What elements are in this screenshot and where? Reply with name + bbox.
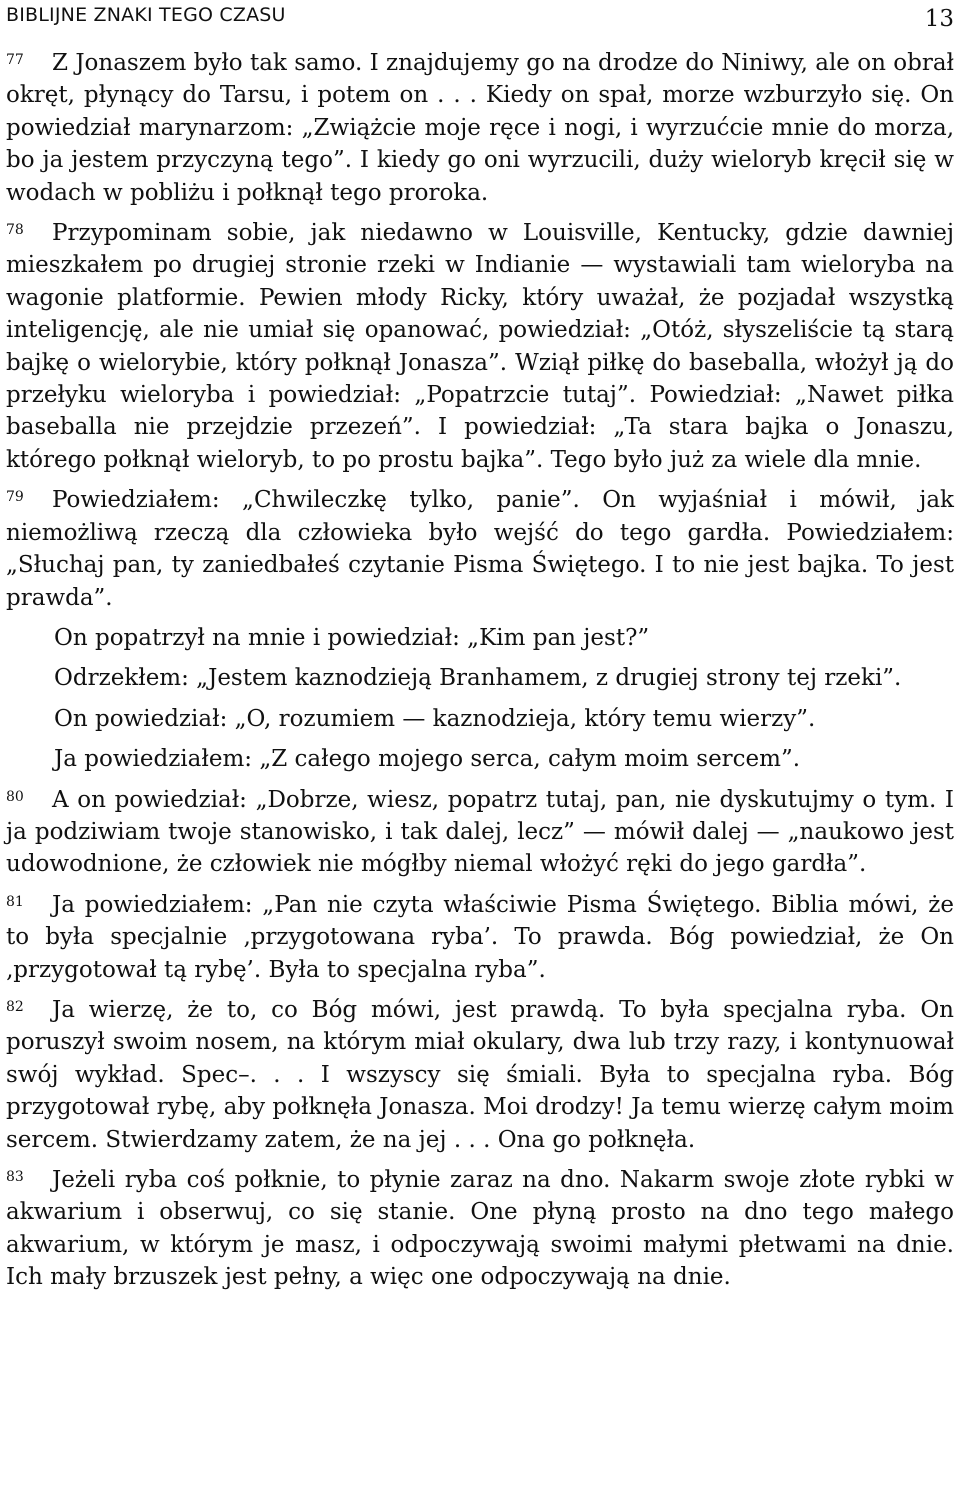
paragraph-81: 81 Ja powiedziałem: „Pan nie czyta właściwie Pisma Świętego. Biblia mówi, że to była specjalnie ‚przygotowana ryba’. To prawda. Bóg powiedział, że On ‚przygotował tą rybę’. Była to specjalna ryba”. xyxy=(6,891,954,983)
document-page xyxy=(6,0,954,1302)
paragraph-text: Jeżeli ryba coś połknie, to płynie zaraz na dno. Nakarm swoje złote rybki w akwarium i obserwuj, co się stanie. One płyną prosto na dno tego małego akwarium, w którym je masz, i odpoczywają swoimi małymi płetwami na dnie. Ich mały brzuszek jest pełny, a więc one odpoczywają na dnie. xyxy=(6,1167,954,1291)
paragraph-dialogue-2 xyxy=(6,662,954,694)
paragraph-79: 79 Powiedziałem: „Chwileczkę tylko, panie”. On wyjaśniał i mówił, jak niemożliwą rzeczą dla człowieka było wejść do tego gardła. Powiedziałem: „Słuchaj pan, ty zaniedbałeś czytanie Pisma Świętego. I to nie jest bajka. To jest prawda”. xyxy=(6,487,954,611)
paragraph-text: Ja wierzę, że to, co Bóg mówi, jest prawdą. To była specjalna ryba. On poruszył swoim nosem, na którym miał okulary, dwa lub trzy razy, i kontynuował swój wykład. Spec–. . . I wszyscy się śmiali. Była to specjalna ryba. Bóg przygotował rybę, aby połknęła Jonasza. Moi drodzy! Ja temu wierzę całym moim sercem. Stwierdzamy zatem, że na jej . . . Ona go połknęła. xyxy=(6,996,954,1153)
paragraph-dialogue-3 xyxy=(6,703,954,735)
page-number: 13 xyxy=(924,6,954,32)
paragraph-text: On popatrzył na mnie i powiedział: „Kim pan jest?” xyxy=(54,624,650,651)
paragraph-83: 83 Jeżeli ryba coś połknie, to płynie zaraz na dno. Nakarm swoje złote rybki w akwarium i obserwuj, co się stanie. One płyną prosto na dno tego małego akwarium, w którym je masz, i odpoczywają swoimi małymi płetwami na dnie. Ich mały brzuszek jest pełny, a więc one odpoczywają na dnie. xyxy=(6,1167,954,1291)
paragraph-dialogue-4 xyxy=(6,743,954,775)
paragraph-text: Ja powiedziałem: „Z całego mojego serca, całym moim sercem”. xyxy=(54,746,801,773)
header-title: BIBLIJNE ZNAKI TEGO CZASU xyxy=(6,4,286,26)
paragraph-text: Odrzekłem: „Jestem kaznodzieją Branhamem, z drugiej strony tej rzeki”. xyxy=(54,665,902,692)
paragraph-text: On powiedział: „O, rozumiem — kaznodzieja, który temu wierzy”. xyxy=(54,705,816,732)
paragraph-text: Z Jonaszem było tak samo. I znajdujemy go na drodze do Niniwy, ale on obrał okręt, płynący do Tarsu, i potem on . . . Kiedy on spał, morze wzburzyło się. On powiedział marynarzom: „Zwiążcie moje ręce i nogi, i wyrzućcie mnie do morza, bo ja jestem przyczyną tego”. I kiedy go oni wyrzucili, duży wieloryb kręcił się w wodach w pobliżu i połknął tego proroka. xyxy=(6,50,954,206)
paragraph-text: Przypominam sobie, jak niedawno w Louisville, Kentucky, gdzie dawniej mieszkałem po drugiej stronie rzeki w Indianie — wystawiali tam wieloryba na wagonie platformie. Pewien młody Ricky, który uważał, że pozjadał wszystką inteligencję, ale nie umiał się opanować, powiedział: „Otóż, słyszeliście tą starą bajkę o wielorybie, który połknął Jonasza”. Wziął piłkę do baseballa, włożył ją do przełyku wieloryba i powiedział: „Popatrzcie tutaj”. Powiedział: „Nawet piłka baseballa nie przejdzie przezeń”. I powiedział: „Ta stara bajka o Jonaszu, którego połknął wieloryb, to po prostu bajka”. Tego było już za wiele dla mnie. xyxy=(6,220,954,473)
paragraph-78: 78 Przypominam sobie, jak niedawno w Louisville, Kentucky, gdzie dawniej mieszkałem po drugiej stronie rzeki w Indianie — wystawiali tam wieloryba na wagonie platformie. Pewien młody Ricky, który uważał, że pozjadał wszystką inteligencję, ale nie umiał się opanować, powiedział: „Otóż, słyszeliście tą starą bajkę o wielorybie, który połknął Jonasza”. Wziął piłkę do baseballa, włożył ją do przełyku wieloryba i powiedział: „Popatrzcie tutaj”. Powiedział: „Nawet piłka baseballa nie przejdzie przezeń”. I powiedział: „Ta stara bajka o Jonaszu, którego połknął wieloryb, to po prostu bajka”. Tego było już za wiele dla mnie. xyxy=(6,220,954,473)
paragraph-text: A on powiedział: „Dobrze, wiesz, popatrz tutaj, pan, nie dyskutujmy o tym. I ja podziwiam twoje stanowisko, i tak dalej, lecz” — mówił dalej — „naukowo jest udowodnione, że człowiek nie mógłby niemal włożyć ręki do jego gardła”. xyxy=(6,786,954,878)
paragraph-80: 80 A on powiedział: „Dobrze, wiesz, popatrz tutaj, pan, nie dyskutujmy o tym. I ja podziwiam twoje stanowisko, i tak dalej, lecz” — mówił dalej — „naukowo jest udowodnione, że człowiek nie mógłby niemal włożyć ręki do jego gardła”. xyxy=(6,786,954,878)
paragraph-82: 82 Ja wierzę, że to, co Bóg mówi, jest prawdą. To była specjalna ryba. On poruszył swoim nosem, na którym miał okulary, dwa lub trzy razy, i kontynuował swój wykład. Spec–. . . I wszyscy się śmiali. Była to specjalna ryba. Bóg przygotował rybę, aby połknęła Jonasza. Moi drodzy! Ja temu wierzę całym moim sercem. Stwierdzamy zatem, że na jej . . . Ona go połknęła. xyxy=(6,996,954,1153)
paragraph-text: Ja powiedziałem: „Pan nie czyta właściwie Pisma Świętego. Biblia mówi, że to była specjalnie ‚przygotowana ryba’. To prawda. Bóg powiedział, że On ‚przygotował tą rybę’. Była to specjalna ryba”. xyxy=(6,891,954,983)
running-header xyxy=(6,0,954,34)
paragraph-77: 77 Z Jonaszem było tak samo. I znajdujemy go na drodze do Niniwy, ale on obrał okręt, płynący do Tarsu, i potem on . . . Kiedy on spał, morze wzburzyło się. On powiedział marynarzom: „Zwiążcie moje ręce i nogi, i wyrzućcie mnie do morza, bo ja jestem przyczyną tego”. I kiedy go oni wyrzucili, duży wieloryb kręcił się w wodach w pobliżu i połknął tego proroka. xyxy=(6,50,954,206)
document-body xyxy=(6,47,954,1294)
paragraph-dialogue-1 xyxy=(6,622,954,654)
paragraph-text: Powiedziałem: „Chwileczkę tylko, panie”. On wyjaśniał i mówił, jak niemożliwą rzeczą dla człowieka było wejść do tego gardła. Powiedziałem: „Słuchaj pan, ty zaniedbałeś czytanie Pisma Świętego. I to nie jest bajka. To jest prawda”. xyxy=(6,487,954,611)
